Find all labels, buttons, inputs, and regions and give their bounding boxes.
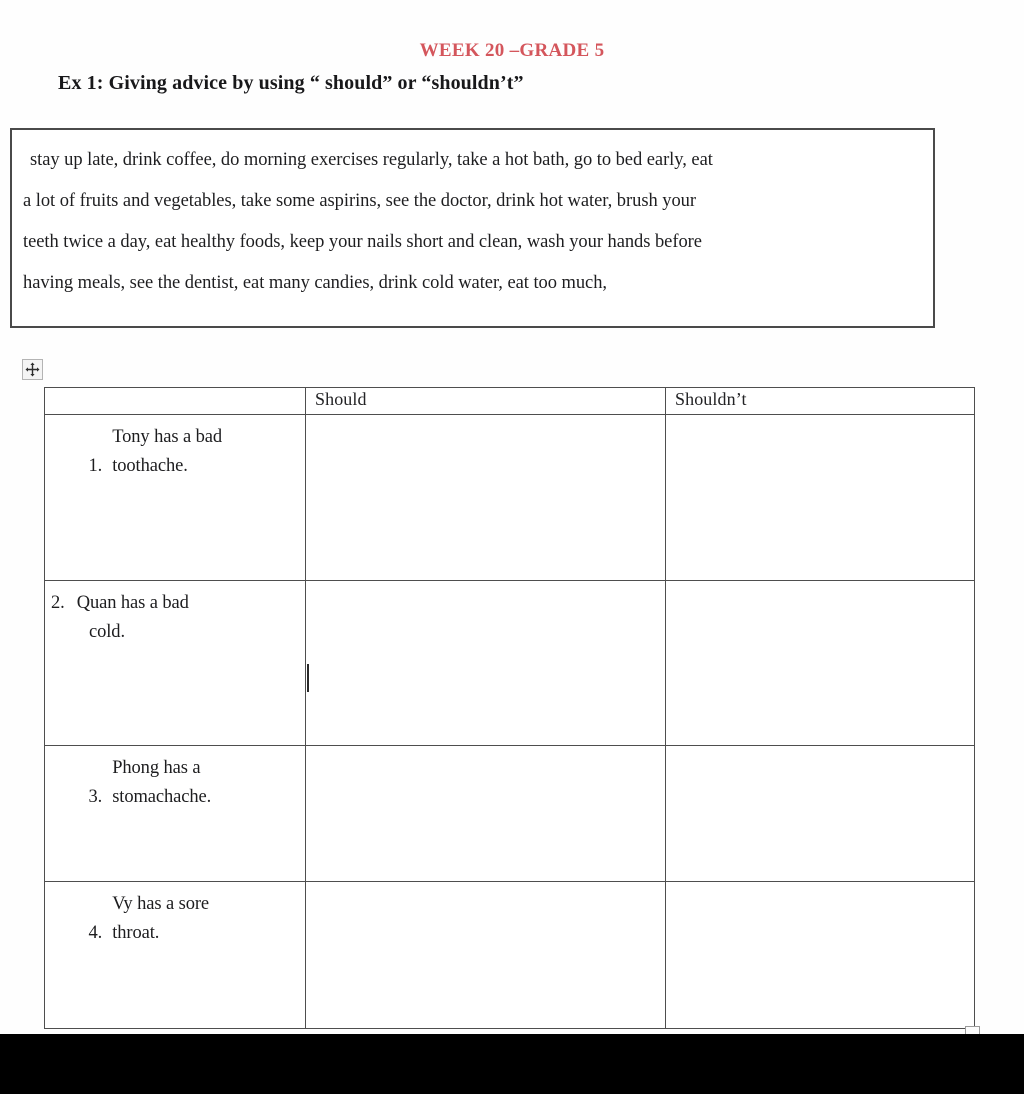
advice-table xyxy=(44,387,975,1029)
word-bank-box xyxy=(10,128,935,328)
answer-text-should-3 xyxy=(306,746,665,754)
answer-text-shouldnt-3 xyxy=(666,746,974,754)
prompt-text-4 xyxy=(45,882,305,948)
prompt-number-4: 4. xyxy=(88,923,103,943)
answer-text-should-1 xyxy=(306,415,665,423)
table-row xyxy=(45,415,975,581)
answer-text-shouldnt-4 xyxy=(666,882,974,890)
answer-cell-should-2[interactable] xyxy=(306,581,666,746)
word-bank-line: stay up late, drink coffee, do morning exercises regularly, take a hot bath, go to bed early, eat xyxy=(30,150,713,170)
answer-cell-shouldnt-4[interactable] xyxy=(666,882,975,1029)
header-label-should: Should xyxy=(315,389,367,409)
text-caret xyxy=(307,664,309,692)
prompt-cell-3[interactable] xyxy=(45,746,306,882)
answer-text-should-4 xyxy=(306,882,665,890)
answer-cell-should-3[interactable] xyxy=(306,746,666,882)
word-bank-line: having meals, see the dentist, eat many candies, drink cold water, eat too much, xyxy=(23,273,607,293)
prompt-number-2: 2. xyxy=(51,593,65,613)
prompt-number-1: 1. xyxy=(88,456,103,476)
prompt-line2-3: stomachache. xyxy=(112,787,212,807)
prompt-cell-2[interactable] xyxy=(45,581,306,746)
move-cross-icon xyxy=(25,362,40,377)
answer-cell-shouldnt-1[interactable] xyxy=(666,415,975,581)
prompt-line2-1: toothache. xyxy=(112,456,188,476)
answer-cell-should-1[interactable] xyxy=(306,415,666,581)
prompt-number-3: 3. xyxy=(88,787,103,807)
table-row xyxy=(45,581,975,746)
header-cell-should[interactable] xyxy=(306,388,666,415)
prompt-cell-1[interactable] xyxy=(45,415,306,581)
prompt-line1-3: Phong has a xyxy=(112,758,201,778)
table-header-row xyxy=(45,388,975,415)
table-row xyxy=(45,882,975,1029)
bottom-letterbox-bar xyxy=(0,1034,1024,1094)
header-label-prompt xyxy=(45,388,305,389)
word-bank-line: teeth twice a day, eat healthy foods, keep your nails short and clean, wash your hands before xyxy=(23,232,702,252)
prompt-text-1 xyxy=(45,415,305,481)
table-row xyxy=(45,746,975,882)
prompt-line1-4: Vy has a sore xyxy=(112,894,210,914)
prompt-line2-4: throat. xyxy=(112,923,160,943)
header-label-shouldnt: Shouldn’t xyxy=(675,389,747,409)
prompt-line1-2: Quan has a bad xyxy=(76,593,189,613)
table-move-handle[interactable] xyxy=(22,359,43,380)
prompt-text-3 xyxy=(45,746,305,812)
answer-text-should-2 xyxy=(306,581,665,589)
answer-cell-shouldnt-2[interactable] xyxy=(666,581,975,746)
header-cell-prompt[interactable] xyxy=(45,388,306,415)
prompt-cell-4[interactable] xyxy=(45,882,306,1029)
answer-cell-shouldnt-3[interactable] xyxy=(666,746,975,882)
answer-text-shouldnt-2 xyxy=(666,581,974,589)
page-title: WEEK 20 –GRADE 5 xyxy=(419,40,605,61)
prompt-text-2 xyxy=(45,581,305,647)
answer-cell-should-4[interactable] xyxy=(306,882,666,1029)
word-bank-line: a lot of fruits and vegetables, take some aspirins, see the doctor, drink hot water, brush your xyxy=(23,191,696,211)
header-cell-shouldnt[interactable] xyxy=(666,388,975,415)
prompt-line1-1: Tony has a bad xyxy=(112,427,223,447)
answer-text-shouldnt-1 xyxy=(666,415,974,423)
exercise-heading: Ex 1: Giving advice by using “ should” or “shouldn’t” xyxy=(58,72,524,94)
prompt-line2-2: cold. xyxy=(89,622,125,642)
